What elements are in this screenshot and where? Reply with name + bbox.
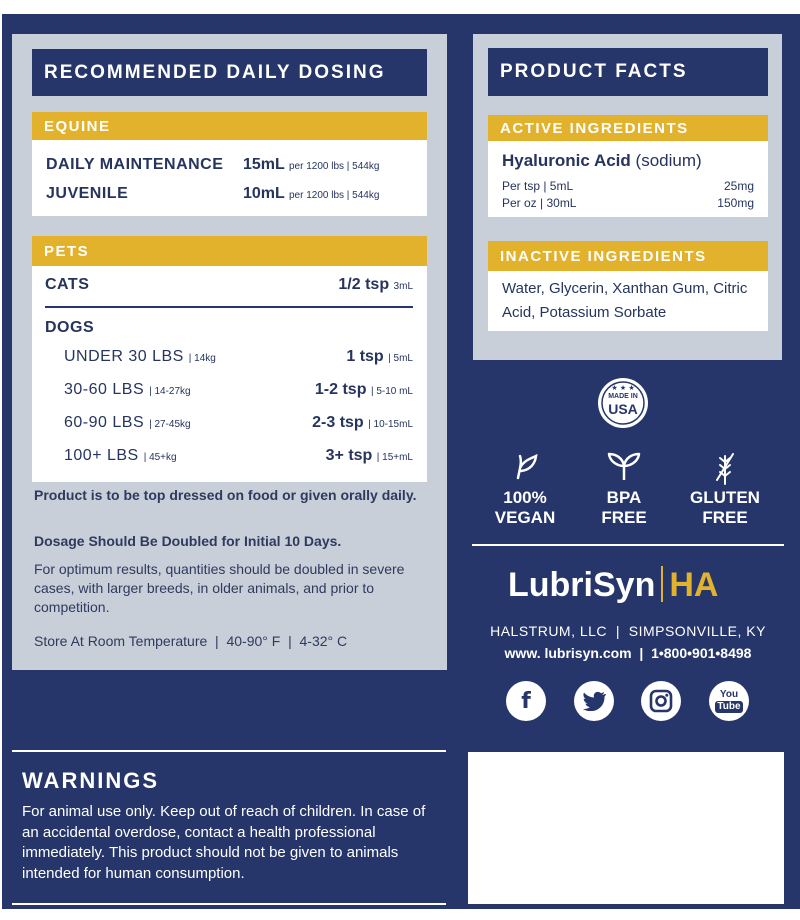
bpa-line2: FREE bbox=[601, 508, 647, 527]
equine-row-amount: 10mL per 1200 lbs | 544kg bbox=[243, 185, 380, 202]
note-store: Store At Room Temperature | 40-90° F | 4-32° C bbox=[34, 633, 348, 649]
warnings-title: WARNINGS bbox=[22, 768, 159, 793]
blank-white-area bbox=[468, 752, 784, 904]
bpa-free-badge bbox=[579, 450, 669, 528]
contact-line: www. lubrisyn.com | 1•800•901•8498 bbox=[504, 645, 752, 661]
note-optimum: For optimum results, quantities should be doubled in severe cases, with larger breeds, in older animals, and prior to competition. bbox=[34, 561, 405, 615]
warnings-text: For animal use only. Keep out of reach of children. In case of an accidental overdose, contact a health professional immediately. This product should not be given to animals intended for human consumption. bbox=[22, 803, 426, 882]
pets-header: PETS bbox=[32, 236, 427, 266]
facts-panel bbox=[473, 34, 782, 360]
cats-label: CATS bbox=[45, 276, 90, 293]
equine-header: EQUINE bbox=[32, 112, 427, 140]
made-in-text: MADE IN bbox=[608, 393, 638, 400]
instagram-icon[interactable] bbox=[641, 681, 681, 721]
cats-amount: 1/2 tsp 3mL bbox=[338, 276, 413, 293]
brand-logo bbox=[508, 566, 718, 610]
note-top-dressed: Product is to be top dressed on food or given orally daily. bbox=[34, 487, 417, 503]
active-row-label: Per oz | 30mL bbox=[502, 196, 577, 210]
warnings-top-divider bbox=[12, 750, 446, 752]
equine-row-label: JUVENILE bbox=[46, 185, 129, 202]
note-doubled: Dosage Should Be Doubled for Initial 10 Days. bbox=[34, 533, 342, 549]
company-line: HALSTRUM, LLC | SIMPSONVILLE, KY bbox=[490, 623, 766, 639]
dog-row: 100+ LBS | 45+kg 3+ tsp | 15+mL bbox=[64, 447, 413, 464]
facts-title: PRODUCT FACTS bbox=[488, 48, 768, 96]
youtube-icon[interactable]: You Tube bbox=[709, 681, 749, 721]
active-row-label: Per tsp | 5mL bbox=[502, 179, 574, 193]
usa-text: USA bbox=[608, 401, 638, 417]
vegan-line2: VEGAN bbox=[494, 508, 556, 527]
equine-row-amount: 15mL per 1200 lbs | 544kg bbox=[243, 156, 380, 173]
active-ingredients-header: ACTIVE INGREDIENTS bbox=[488, 115, 768, 141]
dosing-title: RECOMMENDED DAILY DOSING bbox=[32, 49, 427, 96]
pets-table bbox=[32, 266, 427, 482]
inactive-ingredients-header: INACTIVE INGREDIENTS bbox=[488, 241, 768, 271]
dog-row: UNDER 30 LBS | 14kg 1 tsp | 5mL bbox=[64, 348, 413, 365]
active-row-value: 150mg bbox=[717, 196, 754, 210]
active-ingredients-box bbox=[488, 141, 768, 217]
gluten-line1: GLUTEN bbox=[690, 488, 760, 507]
warnings-bottom-divider bbox=[12, 903, 446, 905]
equine-table bbox=[32, 140, 427, 216]
brand-separator bbox=[661, 566, 663, 602]
vegan-line1: 100% bbox=[503, 488, 547, 507]
active-ingredient-name: Hyaluronic Acid (sodium) bbox=[502, 151, 702, 170]
brand-divider bbox=[472, 544, 784, 546]
inactive-ingredients-text: Water, Glycerin, Xanthan Gum, Citric Acid, Potassium Sorbate bbox=[502, 280, 748, 321]
dosing-panel bbox=[12, 34, 447, 670]
sprout-icon bbox=[604, 450, 644, 484]
brand-name: LubriSyn bbox=[508, 566, 656, 604]
dogs-label: DOGS bbox=[45, 319, 95, 336]
cats-divider bbox=[45, 306, 413, 308]
dog-row: 30-60 LBS | 14-27kg 1-2 tsp | 5-10 mL bbox=[64, 381, 413, 398]
twitter-icon[interactable] bbox=[574, 681, 614, 721]
leaf-icon bbox=[508, 450, 542, 484]
wheat-icon bbox=[708, 450, 742, 488]
inactive-ingredients-box bbox=[488, 271, 768, 331]
made-in-usa-badge bbox=[596, 376, 650, 430]
equine-row-label: DAILY MAINTENANCE bbox=[46, 156, 224, 173]
brand-suffix: HA bbox=[669, 566, 719, 604]
facebook-icon[interactable]: f bbox=[506, 681, 546, 721]
svg-text:★ ★ ★: ★ ★ ★ bbox=[611, 384, 635, 392]
gluten-line2: FREE bbox=[702, 508, 748, 527]
active-row-value: 25mg bbox=[723, 179, 754, 193]
gluten-free-badge bbox=[680, 450, 770, 528]
dog-row: 60-90 LBS | 27-45kg 2-3 tsp | 10-15mL bbox=[64, 414, 413, 431]
vegan-badge bbox=[480, 450, 570, 528]
bpa-line1: BPA bbox=[606, 488, 642, 507]
